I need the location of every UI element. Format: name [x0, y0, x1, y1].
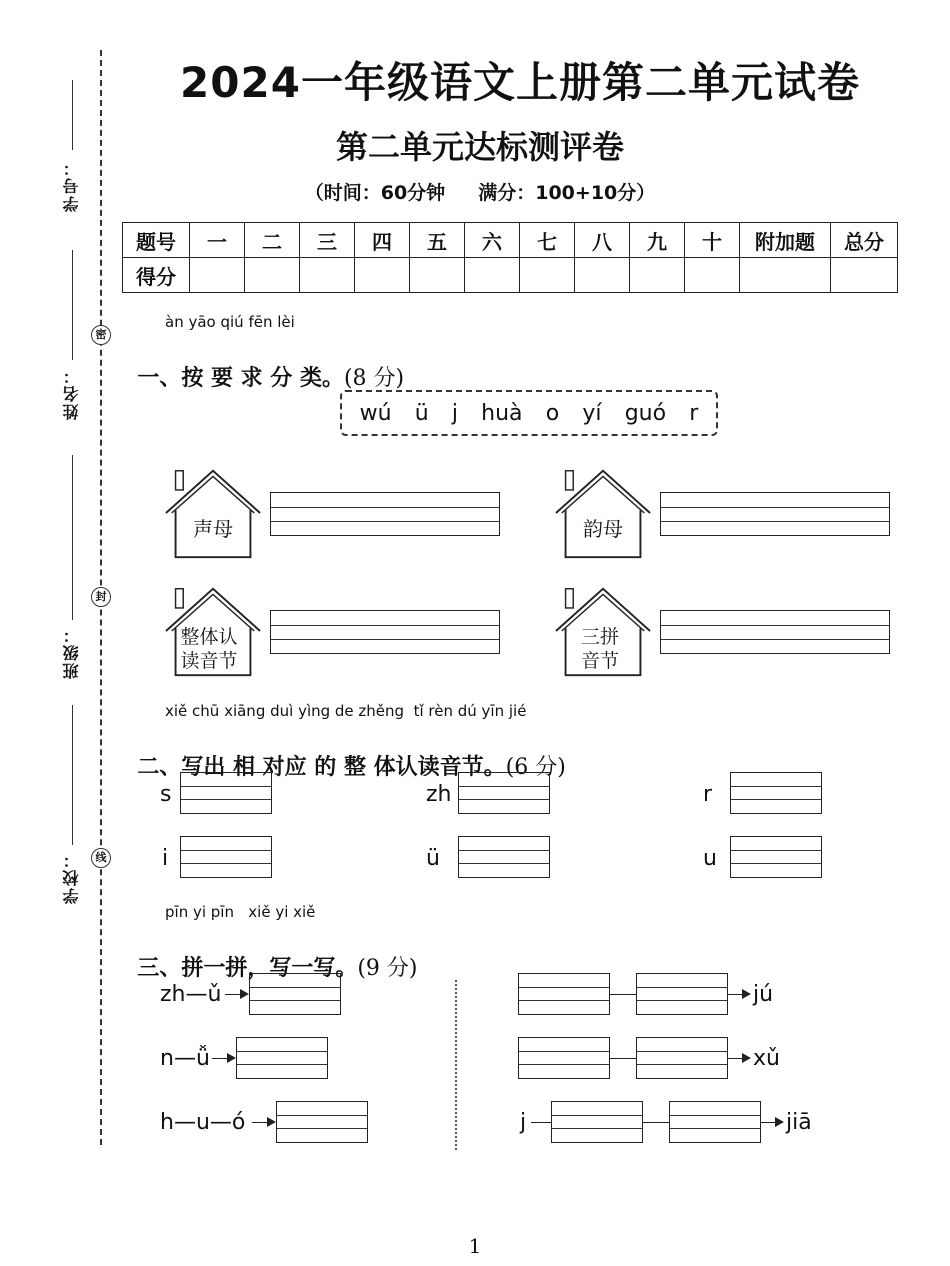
score-cell[interactable]: [410, 258, 465, 293]
arrow-line: [225, 994, 240, 995]
section3-points: (9 分): [357, 956, 418, 981]
score-header-cell: 题号: [123, 223, 190, 258]
answer-box[interactable]: [458, 772, 550, 814]
house-triple-syllables: [548, 583, 658, 683]
banner-item: o: [545, 400, 560, 426]
syllable-prompt: i: [162, 846, 169, 871]
score-cell[interactable]: [355, 258, 410, 293]
section1-pinyin: àn yāo qiú fēn lèi: [165, 313, 295, 331]
answer-box[interactable]: [249, 973, 341, 1015]
banner-item: j: [451, 400, 458, 426]
score-header-cell: 六: [465, 223, 520, 258]
section1-points: (8 分): [343, 366, 405, 391]
arrow-line: [531, 1122, 551, 1123]
score-cell[interactable]: [300, 258, 355, 293]
answer-box[interactable]: [730, 772, 822, 814]
answer-box[interactable]: [730, 836, 822, 878]
answer-box[interactable]: [636, 1037, 728, 1079]
score-cell[interactable]: [831, 258, 898, 293]
house-finals: [548, 465, 658, 565]
section2-points: (6 分): [505, 755, 566, 780]
score-table-header-row: [123, 223, 898, 258]
score-header-cell: 二: [245, 223, 300, 258]
score-cell[interactable]: [685, 258, 740, 293]
score-header-cell: 附加题: [740, 223, 831, 258]
arrow-icon: [742, 989, 751, 999]
score-cell[interactable]: [575, 258, 630, 293]
writing-lines[interactable]: [270, 610, 500, 654]
arrow-line: [728, 1058, 742, 1059]
house-label: 整体认读音节: [180, 626, 238, 672]
divider-dotted: [455, 980, 457, 1150]
score-header-cell: 十: [685, 223, 740, 258]
answer-box[interactable]: [636, 973, 728, 1015]
score-header-cell: 九: [630, 223, 685, 258]
answer-box[interactable]: [236, 1037, 328, 1079]
arrow-line: [610, 994, 636, 995]
section2-title-text: 二、写出 相 对应 的 整 体认读音节。: [137, 755, 506, 780]
arrow-line: [761, 1122, 775, 1123]
school-label: 学校：: [62, 850, 81, 904]
syllable-prompt: ü: [426, 846, 440, 871]
banner-item: guó: [624, 400, 667, 426]
banner-item: ü: [414, 400, 429, 426]
spelling-target: xǔ: [753, 1046, 780, 1071]
answer-box[interactable]: [180, 836, 272, 878]
spelling-target: jú: [753, 982, 774, 1007]
writing-lines[interactable]: [660, 610, 890, 654]
name-label: 姓名：: [62, 366, 81, 420]
answer-box[interactable]: [518, 1037, 610, 1079]
score-cell[interactable]: [630, 258, 685, 293]
arrow-line: [728, 994, 742, 995]
syllable-prompt: r: [703, 782, 713, 807]
pinyin-banner: [340, 390, 718, 436]
spelling-prompt: zh—ǔ: [160, 982, 222, 1007]
name-blank: [72, 250, 73, 360]
house-whole-syllables: [158, 583, 268, 683]
score-header-cell: 一: [190, 223, 245, 258]
arrow-icon: [227, 1053, 236, 1063]
section1-title: [122, 336, 404, 392]
score-cell[interactable]: [190, 258, 245, 293]
class-label: 班级：: [62, 625, 81, 679]
spelling-prompt: n—ǚ: [160, 1046, 210, 1071]
arrow-icon: [775, 1117, 784, 1127]
banner-item: wú: [359, 400, 392, 426]
class-blank: [72, 455, 73, 620]
answer-box[interactable]: [518, 973, 610, 1015]
score-header-cell: 三: [300, 223, 355, 258]
score-header-cell: 八: [575, 223, 630, 258]
writing-lines[interactable]: [270, 492, 500, 536]
score-cell[interactable]: [245, 258, 300, 293]
score-header-cell: 七: [520, 223, 575, 258]
score-cell[interactable]: [465, 258, 520, 293]
school-blank: [72, 705, 73, 845]
score-table: [122, 222, 898, 293]
banner-item: huà: [481, 400, 523, 426]
arrow-line: [252, 1122, 267, 1123]
house-label: 声母: [193, 517, 233, 541]
score-cell[interactable]: [520, 258, 575, 293]
answer-box[interactable]: [551, 1101, 643, 1143]
house-label: 三拼音节: [580, 626, 619, 672]
section3-title-text: 三、拼一拼，写一写。: [137, 956, 358, 981]
seal-feng: 封: [91, 587, 111, 607]
spelling-prefix: j: [520, 1110, 527, 1135]
seal-xian: 线: [91, 848, 111, 868]
score-header-cell: 四: [355, 223, 410, 258]
score-row-label: 得分: [123, 258, 190, 293]
score-table-score-row: [123, 258, 898, 293]
page-title: 2024一年级语文上册第二单元试卷: [180, 58, 860, 107]
page-number: 1: [468, 1234, 482, 1258]
house-initials: [158, 465, 268, 565]
banner-item: yí: [582, 400, 602, 426]
answer-box[interactable]: [458, 836, 550, 878]
house-label: 韵母: [583, 517, 623, 541]
arrow-line: [610, 1058, 636, 1059]
answer-box[interactable]: [276, 1101, 368, 1143]
answer-box[interactable]: [669, 1101, 761, 1143]
arrow-icon: [267, 1117, 276, 1127]
seal-mi: 密: [91, 325, 111, 345]
writing-lines[interactable]: [660, 492, 890, 536]
score-cell[interactable]: [740, 258, 831, 293]
answer-box[interactable]: [180, 772, 272, 814]
section1-title-text: 一、按 要 求 分 类。: [137, 366, 344, 391]
syllable-prompt: zh: [426, 782, 452, 807]
arrow-line: [643, 1122, 669, 1123]
section2-pinyin: xiě chū xiāng duì yìng de zhěng tǐ rèn dú yīn jié: [165, 702, 527, 720]
house-icon: [548, 465, 658, 561]
spelling-prompt: h—u—ó: [160, 1110, 246, 1135]
banner-item: r: [689, 400, 699, 426]
house-icon: [158, 465, 268, 561]
spelling-target: jiā: [786, 1110, 812, 1135]
arrow-icon: [240, 989, 249, 999]
score-header-cell: 五: [410, 223, 465, 258]
student-id-label: 学号：: [62, 158, 81, 212]
score-header-cell: 总分: [831, 223, 898, 258]
page-subtitle: 第二单元达标测评卷: [335, 128, 624, 166]
arrow-icon: [742, 1053, 751, 1063]
arrow-line: [212, 1058, 227, 1059]
syllable-prompt: u: [703, 846, 717, 871]
section3-pinyin: pīn yi pīn xiě yi xiě: [165, 903, 316, 921]
time-info: （时间：60分钟 满分：100+10分）: [304, 182, 656, 204]
syllable-prompt: s: [160, 782, 172, 807]
